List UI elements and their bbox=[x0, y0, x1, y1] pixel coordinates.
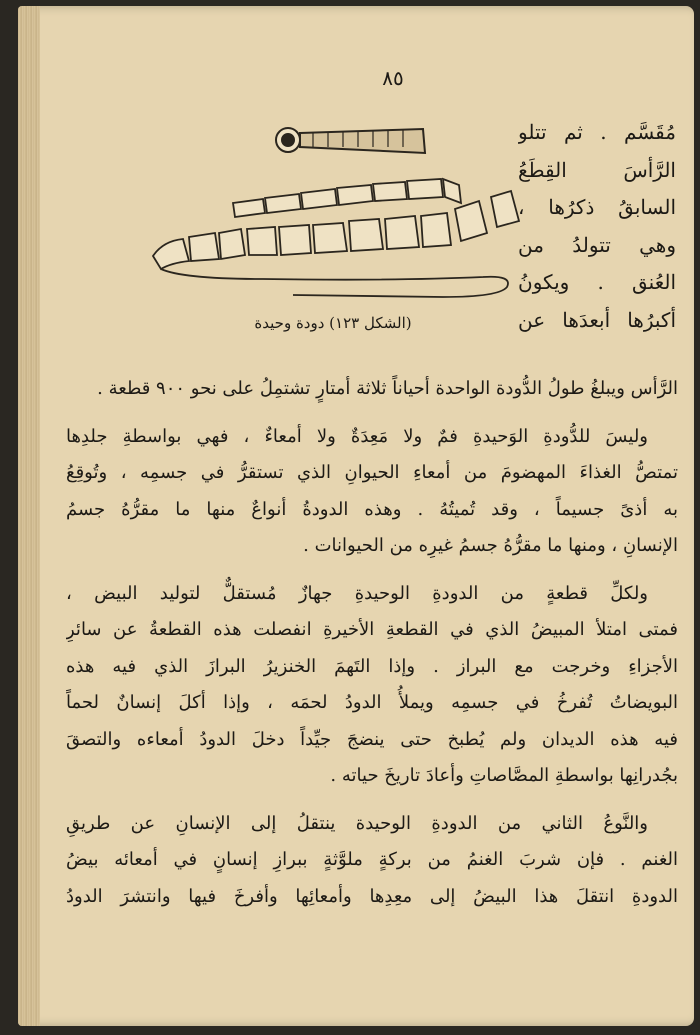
text-line: البويضاتُ تُفرخُ في جسمِه ويملأُ الدودُ لحمَه ، وإذا أكلَ إنسانٌ لحماً bbox=[66, 692, 678, 713]
figure-caption: (الشكل ١٢٣) دودة وحيدة bbox=[254, 314, 412, 332]
text-line: وليسَ للدُّودةِ الوَحيدةِ فمٌ ولا مَعِدَةٌ ولا أمعاءٌ ، فهي بواسطةِ جلدِها bbox=[66, 425, 648, 447]
page-edge-spine bbox=[18, 6, 40, 1026]
side-line: الرَّأسَ القِطَعُ bbox=[518, 157, 676, 182]
text-line: الدودةِ انتقلَ هذا البيضُ إلى معِدِها وأمعائِها وأفرخَ فيها وانتشرَ الدودُ bbox=[66, 885, 678, 907]
text-line: الأجزاءِ وخرجت مع البراز . وإذا التَهمَ الخنزيرُ البرازَ الذي فيه هذه bbox=[66, 655, 678, 677]
side-line: وهي تتولدُ من bbox=[518, 232, 676, 257]
text-line: ولكلِّ قطعةٍ من الدودةِ الوحيدةِ جهازٌ مُستقلٌّ لتوليد البيض ، bbox=[66, 582, 648, 604]
side-line: مُقَسَّم . ثم تتلو bbox=[518, 120, 676, 144]
text-line: والنَّوعُ الثاني من الدودةِ الوحيدة ينتقلُ إلى الإنسانِ عن طريقِ bbox=[66, 812, 648, 834]
text-line: الإنسانِ ، ومنها ما مقرُّهُ جسمُ غيرِه من الحيوانات . bbox=[303, 535, 678, 556]
text-line: الغنم . فإن شربَ الغنمُ من بركةٍ ملوَّثةٍ ببرازِ إنسانٍ في أمعائه بيضُ bbox=[66, 849, 678, 870]
text-line: فمتى امتلأ المبيضُ الذي في القطعةِ الأخيرةِ انفصلت هذه القطعةُ عن سائرِ bbox=[66, 619, 678, 640]
tapeworm-head-icon bbox=[276, 128, 425, 153]
tapeworm-segments-top bbox=[233, 179, 461, 217]
side-line: العُنق . ويكونُ bbox=[518, 270, 676, 294]
text-line: بجُدرانِها بواسطةِ المصَّاصاتِ وأعادَ تاريخَ حياته . bbox=[330, 765, 678, 786]
side-line: السابقُ ذكرُها ، bbox=[518, 195, 676, 219]
text-beside-figure bbox=[518, 114, 676, 339]
text-line: به أذىً جسيماً ، وقد تُميتُهُ . وهذه الدودةُ أنواعٌ منها ما مقرُّهُ جسمُ bbox=[66, 498, 678, 520]
tapeworm-illustration bbox=[143, 121, 523, 311]
body-text bbox=[66, 371, 678, 915]
text-line: فيه هذه الديدان ولم يُطبخ حتى ينضجَ جيِّداً دخلَ الدودُ أمعاءه والتصقَ bbox=[66, 728, 678, 750]
text-line: الرَّأس ويبلغُ طولُ الدُّودة الواحدة أحياناً ثلاثة أمتارٍ تشتمِلُ على نحو ٩٠٠ قطعة . bbox=[97, 378, 678, 399]
side-line: أكبرُها أبعدَها عن bbox=[518, 307, 676, 332]
text-line: تمتصُّ الغذاءَ المهضومَ من أمعاءِ الحيوانِ الذي تستقرُّ في جسمِه ، وتُوقِعُ bbox=[66, 462, 678, 483]
page-number: ٨٥ bbox=[382, 66, 404, 90]
tapeworm-neck-strand bbox=[161, 269, 508, 297]
book-page bbox=[18, 6, 694, 1026]
